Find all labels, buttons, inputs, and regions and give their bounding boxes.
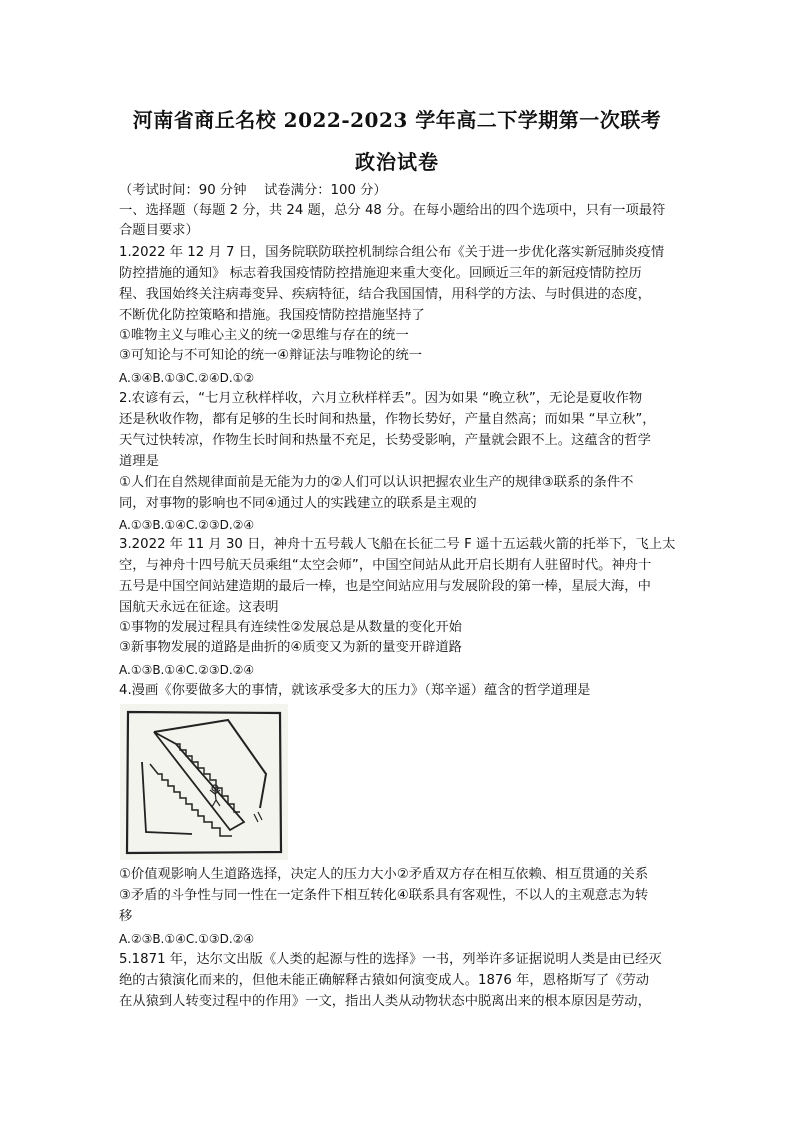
q1-stem-line: 不断优化防控策略和措施。我国疫情防控措施坚持了	[119, 308, 425, 323]
q1-item-line: ①唯物主义与唯心主义的统一②思维与存在的统一	[119, 328, 409, 343]
q2-stem-line: 2.农谚有云，“七月立秋样样收，六月立秋样样丢”。因为如果 “晚立秋”，无论是夏收作物	[119, 391, 643, 406]
q5-stem-line: 在从猿到人转变过程中的作用》一文，指出人类从动物状态中脱离出来的根本原因是劳动，	[119, 994, 651, 1009]
exam-subtitle: 政治试卷	[355, 150, 439, 174]
q2-stem-line: 道理是	[119, 454, 159, 469]
q2-options: A.①③B.①④C.②③D.②④	[119, 518, 255, 532]
q2-item-line: 同，对事物的影响也不同④通过人的实践建立的联系是主观的	[119, 496, 477, 511]
q3-item-line: ①事物的发展过程具有连续性②发展总是从数量的变化开始	[119, 620, 462, 635]
q3-stem-line: 国航天永远在征途。这表明	[119, 600, 279, 615]
section-heading: 一、选择题（每题 2 分，共 24 题，总分 48 分。在每小题给出的四个选项中，只有一项最符	[119, 203, 666, 218]
q4-item-line: 移	[119, 909, 133, 924]
q3-stem-line: 3.2022 年 11 月 30 日，神舟十五号载人飞船在长征二号 F 遥十五运载火箭的托举下，飞上太	[119, 537, 676, 552]
q4-stem-line: 4.漫画《你要做多大的事情，就该承受多大的压力》（郑辛遥）蕴含的哲学道理是	[119, 683, 591, 698]
q3-options: A.①③B.①④C.②③D.②④	[119, 663, 255, 677]
q3-item-line: ③新事物发展的道路是曲折的④质变又为新的量变开辟道路	[119, 640, 462, 655]
section-heading-cont: 合题目要求）	[119, 223, 199, 238]
q1-options: A.③④B.①③C.②④D.①②	[119, 371, 255, 385]
q3-stem-line: 空，与神舟十四号航天员乘组“太空会师”，中国空间站从此开启长期有人驻留时代。神舟十	[119, 558, 652, 573]
q2-stem-line: 天气过快转凉，作物生长时间和热量不充足，长势受影响，产量就会跟不上。这蕴含的哲学	[119, 433, 651, 448]
q1-stem-line: 程、我国始终关注病毒变异、疾病特征，结合我国国情，用科学的方法、与时俱进的态度，	[119, 287, 651, 302]
q5-stem-line: 5.1871 年，达尔文出版《人类的起源与性的选择》一书，列举许多证据说明人类是由已经灭	[119, 952, 662, 967]
q3-stem-line: 五号是中国空间站建造期的最后一棒，也是空间站应用与发展阶段的第一棒，星辰大海，中	[119, 579, 651, 594]
exam-info: （考试时间：90 分钟 试卷满分：100 分）	[119, 183, 387, 198]
q1-item-line: ③可知论与不可知论的统一④辩证法与唯物论的统一	[119, 348, 423, 363]
cartoon-image	[120, 704, 288, 860]
q5-stem-line: 绝的古猿演化而来的，但他未能正确解释古猿如何演变成人。1876 年，恩格斯写了《劳动	[119, 973, 650, 988]
q2-item-line: ①人们在自然规律面前是无能为力的②人们可以认识把握农业生产的规律③联系的条件不	[119, 475, 634, 490]
cartoon-drawing	[120, 704, 288, 860]
exam-title: 河南省商丘名校 2022-2023 学年高二下学期第一次联考	[132, 108, 662, 132]
q4-options: A.②③B.①④C.①③D.②④	[119, 932, 255, 946]
q1-stem-line: 1.2022 年 12 月 7 日，国务院联防联控机制综合组公布《关于进一步优化落实新冠肺炎疫情	[119, 245, 665, 260]
q1-stem-line: 防控措施的通知》 标志着我国疫情防控措施迎来重大变化。回顾近三年的新冠疫情防控历	[119, 266, 642, 281]
q4-item-line: ①价值观影响人生道路选择，决定人的压力大小②矛盾双方存在相互依赖、相互贯通的关系	[119, 867, 649, 882]
q4-item-line: ③矛盾的斗争性与同一性在一定条件下相互转化④联系具有客观性，不以人的主观意志为转	[119, 888, 649, 903]
q2-stem-line: 还是秋收作物，都有足够的生长时间和热量，作物长势好，产量自然高；而如果 “早立秋”，	[119, 412, 656, 427]
